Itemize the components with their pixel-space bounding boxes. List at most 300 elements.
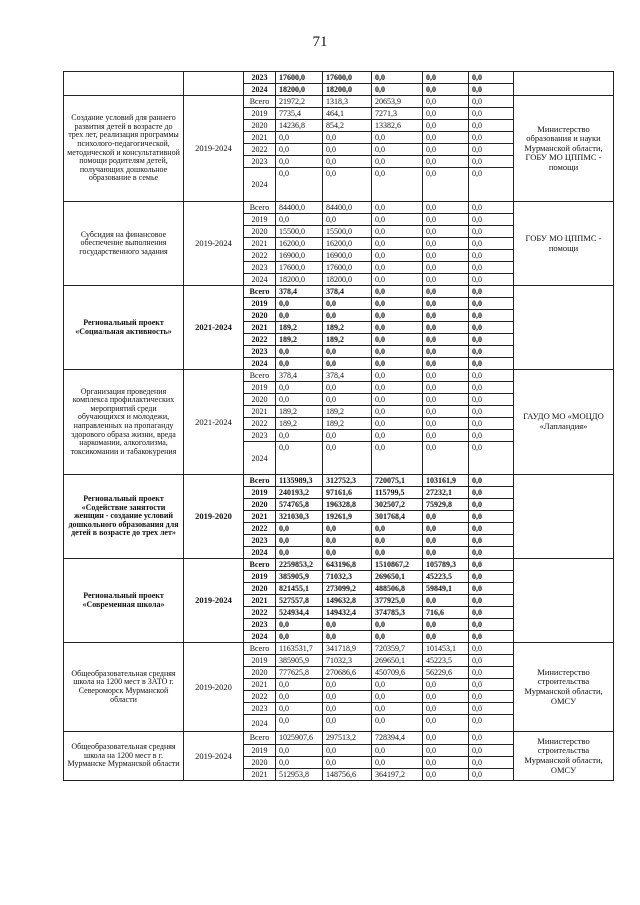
value-cell-total: 1135989,3: [276, 475, 323, 487]
value-cell-total: 18200,0: [276, 84, 323, 96]
value-cell-federal: 196328,8: [323, 499, 372, 511]
responsible-text: Министерство строительства Мурманской области, ОМСУ: [524, 666, 603, 706]
value-cell-extra: 0,0: [469, 274, 514, 286]
value-cell-regional: 450709,6: [372, 667, 423, 679]
section-period: 2021-2024: [184, 286, 244, 370]
value-cell-extra: 0,0: [469, 745, 514, 757]
value-cell-federal: 0,0: [323, 535, 372, 547]
value-cell-federal: 189,2: [323, 418, 372, 430]
value-cell-federal: 18200,0: [323, 84, 372, 96]
table-row: [64, 96, 614, 108]
section-description: Общеобразовательная средняя школа на 1200 мест в г. Мурманске Мурманской области: [64, 732, 184, 781]
value-cell-total: 15500,0: [276, 226, 323, 238]
year-cell: 2022: [244, 418, 276, 430]
section-description: Организация проведения комплекса профилактических мероприятий среди обучающихся и молодежи, направленных на пропаганду здорового образа жизни, вреда наркомании, алкоголизма, токсикомании и табакокурения: [64, 370, 184, 475]
value-cell-regional: 20653,9: [372, 96, 423, 108]
value-cell-total: 0,0: [276, 631, 323, 643]
value-cell-local: 0,0: [423, 310, 469, 322]
year-cell: 2019: [244, 382, 276, 394]
section-period: 2019-2024: [184, 732, 244, 781]
value-cell-total: 0,0: [276, 346, 323, 358]
value-cell-total: 0,0: [276, 757, 323, 769]
value-cell-federal: 16900,0: [323, 250, 372, 262]
value-cell-federal: 0,0: [323, 757, 372, 769]
page-number: 71: [312, 34, 328, 50]
value-cell-total: 0,0: [276, 168, 323, 202]
value-cell-total: 0,0: [276, 703, 323, 715]
value-cell-total: 0,0: [276, 745, 323, 757]
value-cell-regional: 269650,1: [372, 571, 423, 583]
value-cell-total: 527557,8: [276, 595, 323, 607]
year-cell: 2024: [244, 547, 276, 559]
value-cell-extra: 0,0: [469, 511, 514, 523]
value-cell-local: 0,0: [423, 298, 469, 310]
value-cell-extra: 0,0: [469, 667, 514, 679]
year-cell: 2022: [244, 250, 276, 262]
value-cell-extra: 0,0: [469, 226, 514, 238]
value-cell-federal: 0,0: [323, 346, 372, 358]
value-cell-total: 1163531,7: [276, 643, 323, 655]
value-cell-regional: 0,0: [372, 619, 423, 631]
value-cell-regional: 0,0: [372, 394, 423, 406]
value-cell-regional: 115799,5: [372, 487, 423, 499]
value-cell-total: 777625,8: [276, 667, 323, 679]
section-period: 2019-2024: [184, 559, 244, 643]
value-cell-local: 0,0: [423, 156, 469, 168]
value-cell-local: 0,0: [423, 769, 469, 781]
value-cell-federal: 18200,0: [323, 274, 372, 286]
value-cell-extra: 0,0: [469, 655, 514, 667]
value-cell-total: 0,0: [276, 691, 323, 703]
value-cell-federal: 0,0: [323, 745, 372, 757]
value-cell-federal: 16200,0: [323, 238, 372, 250]
table-row: [64, 370, 614, 382]
value-cell-extra: 0,0: [469, 430, 514, 442]
section-description: Региональный проект «Социальная активность»: [64, 286, 184, 370]
value-cell-extra: 0,0: [469, 286, 514, 298]
value-cell-regional: 269650,1: [372, 655, 423, 667]
value-cell-local: 0,0: [423, 238, 469, 250]
year-cell: 2019: [244, 655, 276, 667]
value-cell-total: 189,2: [276, 406, 323, 418]
value-cell-federal: 0,0: [323, 382, 372, 394]
value-cell-extra: 0,0: [469, 238, 514, 250]
value-cell-local: 0,0: [423, 358, 469, 370]
value-cell-extra: 0,0: [469, 595, 514, 607]
value-cell-federal: 0,0: [323, 523, 372, 535]
value-cell-regional: 0,0: [372, 442, 423, 475]
section-description: Региональный проект «Содействие занятости женщин - создание условий дошкольного образования для детей в возрасте до трех лет»: [64, 475, 184, 559]
budget-table: [63, 71, 614, 781]
value-cell-regional: 720359,7: [372, 643, 423, 655]
value-cell-local: 0,0: [423, 523, 469, 535]
year-cell: Всего: [244, 475, 276, 487]
year-cell: 2019: [244, 108, 276, 120]
value-cell-total: 821455,1: [276, 583, 323, 595]
year-cell: 2023: [244, 619, 276, 631]
section-responsible: [514, 643, 614, 732]
value-cell-extra: 0,0: [469, 202, 514, 214]
section-responsible: [514, 96, 614, 202]
value-cell-extra: 0,0: [469, 703, 514, 715]
year-cell: 2021: [244, 322, 276, 334]
year-cell: 2022: [244, 523, 276, 535]
value-cell-federal: 273099,2: [323, 583, 372, 595]
value-cell-federal: 17600,0: [323, 262, 372, 274]
value-cell-regional: 374785,3: [372, 607, 423, 619]
year-cell: 2023: [244, 72, 276, 84]
value-cell-federal: 149632,8: [323, 595, 372, 607]
value-cell-regional: 0,0: [372, 679, 423, 691]
value-cell-total: 0,0: [276, 442, 323, 475]
year-cell: 2019: [244, 487, 276, 499]
value-cell-total: 16900,0: [276, 250, 323, 262]
value-cell-federal: 0,0: [323, 703, 372, 715]
section-period: 2019-2024: [184, 96, 244, 202]
value-cell-federal: 0,0: [323, 631, 372, 643]
value-cell-extra: 0,0: [469, 298, 514, 310]
year-cell: Всего: [244, 202, 276, 214]
value-cell-local: 0,0: [423, 346, 469, 358]
year-cell: Всего: [244, 732, 276, 745]
value-cell-local: 45223,5: [423, 655, 469, 667]
value-cell-regional: 0,0: [372, 238, 423, 250]
value-cell-extra: 0,0: [469, 547, 514, 559]
year-cell: 2021: [244, 132, 276, 144]
value-cell-federal: 0,0: [323, 310, 372, 322]
year-cell: 2024: [244, 84, 276, 96]
value-cell-federal: 341718,9: [323, 643, 372, 655]
section-period: 2019-2024: [184, 202, 244, 286]
value-cell-extra: 0,0: [469, 499, 514, 511]
value-cell-total: 0,0: [276, 382, 323, 394]
value-cell-total: 512953,8: [276, 769, 323, 781]
value-cell-regional: 377925,0: [372, 595, 423, 607]
value-cell-regional: 0,0: [372, 132, 423, 144]
section-responsible: [514, 286, 614, 370]
value-cell-total: 189,2: [276, 322, 323, 334]
value-cell-local: 105789,3: [423, 559, 469, 571]
value-cell-regional: 0,0: [372, 757, 423, 769]
value-cell-federal: 0,0: [323, 132, 372, 144]
value-cell-regional: 0,0: [372, 346, 423, 358]
value-cell-regional: 0,0: [372, 262, 423, 274]
year-cell: 2024: [244, 274, 276, 286]
value-cell-total: 1025907,6: [276, 732, 323, 745]
value-cell-extra: 0,0: [469, 96, 514, 108]
value-cell-federal: 0,0: [323, 214, 372, 226]
value-cell-local: 0,0: [423, 619, 469, 631]
value-cell-regional: 0,0: [372, 334, 423, 346]
value-cell-local: 0,0: [423, 108, 469, 120]
value-cell-local: 27232,1: [423, 487, 469, 499]
value-cell-extra: 0,0: [469, 607, 514, 619]
year-cell: 2020: [244, 120, 276, 132]
value-cell-local: 59849,1: [423, 583, 469, 595]
value-cell-regional: 0,0: [372, 274, 423, 286]
year-cell: 2023: [244, 430, 276, 442]
year-cell: 2021: [244, 769, 276, 781]
value-cell-total: 0,0: [276, 619, 323, 631]
value-cell-regional: 0,0: [372, 382, 423, 394]
value-cell-extra: 0,0: [469, 643, 514, 655]
year-cell: 2021: [244, 406, 276, 418]
year-cell: 2021: [244, 511, 276, 523]
section-description: Региональный проект «Современная школа»: [64, 559, 184, 643]
value-cell-local: 0,0: [423, 511, 469, 523]
value-cell-total: 0,0: [276, 523, 323, 535]
responsible-text: Министерство строительства Мурманской области, ОМСУ: [524, 735, 603, 775]
value-cell-local: 0,0: [423, 96, 469, 108]
value-cell-regional: 0,0: [372, 703, 423, 715]
year-cell: 2020: [244, 667, 276, 679]
value-cell-federal: 643196,8: [323, 559, 372, 571]
value-cell-total: 0,0: [276, 535, 323, 547]
value-cell-extra: 0,0: [469, 72, 514, 84]
value-cell-extra: 0,0: [469, 214, 514, 226]
value-cell-extra: 0,0: [469, 156, 514, 168]
value-cell-extra: 0,0: [469, 631, 514, 643]
value-cell-regional: 0,0: [372, 72, 423, 84]
value-cell-federal: 84400,0: [323, 202, 372, 214]
year-cell: 2020: [244, 310, 276, 322]
value-cell-total: 0,0: [276, 310, 323, 322]
value-cell-local: 56229,6: [423, 667, 469, 679]
value-cell-regional: 0,0: [372, 691, 423, 703]
value-cell-extra: 0,0: [469, 523, 514, 535]
value-cell-local: 103161,9: [423, 475, 469, 487]
value-cell-local: 0,0: [423, 120, 469, 132]
table-row: [64, 286, 614, 298]
value-cell-total: 21972,2: [276, 96, 323, 108]
value-cell-local: 0,0: [423, 382, 469, 394]
value-cell-regional: 364197,2: [372, 769, 423, 781]
value-cell-extra: 0,0: [469, 168, 514, 202]
year-cell: 2020: [244, 757, 276, 769]
value-cell-local: 45223,5: [423, 571, 469, 583]
table-row: [64, 202, 614, 214]
value-cell-regional: 301768,4: [372, 511, 423, 523]
value-cell-federal: 378,4: [323, 286, 372, 298]
value-cell-total: 0,0: [276, 430, 323, 442]
section-description: [64, 72, 184, 96]
year-cell: 2022: [244, 334, 276, 346]
value-cell-total: 378,4: [276, 370, 323, 382]
year-cell: 2022: [244, 607, 276, 619]
value-cell-extra: 0,0: [469, 84, 514, 96]
value-cell-total: 385905,9: [276, 655, 323, 667]
value-cell-total: 18200,0: [276, 274, 323, 286]
value-cell-federal: 854,2: [323, 120, 372, 132]
value-cell-regional: 728394,4: [372, 732, 423, 745]
value-cell-federal: 189,2: [323, 406, 372, 418]
value-cell-federal: 149432,4: [323, 607, 372, 619]
value-cell-extra: 0,0: [469, 487, 514, 499]
value-cell-extra: 0,0: [469, 394, 514, 406]
value-cell-local: 75929,8: [423, 499, 469, 511]
value-cell-total: 189,2: [276, 418, 323, 430]
value-cell-federal: 97161,6: [323, 487, 372, 499]
section-description: Создание условий для раннего развития детей в возрасте до трех лет, реализация программы психолого-педагогической, методической и консультативной помощи родителям детей, получающих дошкольное образование в семье: [64, 96, 184, 202]
section-responsible: [514, 559, 614, 643]
value-cell-regional: 0,0: [372, 745, 423, 757]
value-cell-regional: 0,0: [372, 310, 423, 322]
section-period: 2019-2020: [184, 643, 244, 732]
value-cell-total: 524934,4: [276, 607, 323, 619]
value-cell-local: 0,0: [423, 334, 469, 346]
value-cell-local: 0,0: [423, 370, 469, 382]
value-cell-regional: 0,0: [372, 322, 423, 334]
year-cell: 2021: [244, 238, 276, 250]
value-cell-federal: 1318,3: [323, 96, 372, 108]
value-cell-total: 17600,0: [276, 262, 323, 274]
value-cell-local: 0,0: [423, 84, 469, 96]
value-cell-local: 0,0: [423, 745, 469, 757]
value-cell-federal: 0,0: [323, 715, 372, 732]
value-cell-local: 0,0: [423, 286, 469, 298]
value-cell-total: 17600,0: [276, 72, 323, 84]
value-cell-extra: 0,0: [469, 132, 514, 144]
year-cell: Всего: [244, 286, 276, 298]
value-cell-local: 0,0: [423, 168, 469, 202]
value-cell-extra: 0,0: [469, 691, 514, 703]
value-cell-regional: 0,0: [372, 406, 423, 418]
value-cell-federal: 0,0: [323, 442, 372, 475]
year-cell: 2024: [244, 442, 276, 475]
value-cell-regional: 7271,3: [372, 108, 423, 120]
value-cell-extra: 0,0: [469, 310, 514, 322]
value-cell-local: 0,0: [423, 274, 469, 286]
value-cell-regional: 0,0: [372, 214, 423, 226]
value-cell-federal: 0,0: [323, 430, 372, 442]
value-cell-extra: 0,0: [469, 250, 514, 262]
value-cell-federal: 312752,3: [323, 475, 372, 487]
value-cell-extra: 0,0: [469, 679, 514, 691]
year-cell: 2019: [244, 745, 276, 757]
value-cell-extra: 0,0: [469, 559, 514, 571]
section-description: Общеобразовательная средняя школа на 1200 мест в ЗАТО г. Североморск Мурманской области: [64, 643, 184, 732]
value-cell-extra: 0,0: [469, 769, 514, 781]
section-responsible: [514, 475, 614, 559]
value-cell-regional: 0,0: [372, 358, 423, 370]
value-cell-local: 0,0: [423, 418, 469, 430]
value-cell-extra: 0,0: [469, 442, 514, 475]
year-cell: 2019: [244, 214, 276, 226]
value-cell-local: 0,0: [423, 732, 469, 745]
value-cell-local: 0,0: [423, 547, 469, 559]
value-cell-federal: 0,0: [323, 547, 372, 559]
value-cell-regional: 13382,6: [372, 120, 423, 132]
section-period: 2021-2024: [184, 370, 244, 475]
value-cell-total: 0,0: [276, 132, 323, 144]
year-cell: 2020: [244, 226, 276, 238]
value-cell-total: 378,4: [276, 286, 323, 298]
value-cell-extra: 0,0: [469, 715, 514, 732]
value-cell-regional: 720075,1: [372, 475, 423, 487]
value-cell-extra: 0,0: [469, 346, 514, 358]
value-cell-federal: 189,2: [323, 334, 372, 346]
value-cell-local: 0,0: [423, 72, 469, 84]
value-cell-local: 0,0: [423, 691, 469, 703]
year-cell: 2020: [244, 394, 276, 406]
value-cell-regional: 0,0: [372, 168, 423, 202]
table-row: [64, 643, 614, 655]
value-cell-federal: 0,0: [323, 394, 372, 406]
value-cell-federal: 0,0: [323, 691, 372, 703]
value-cell-regional: 0,0: [372, 370, 423, 382]
value-cell-regional: 0,0: [372, 547, 423, 559]
value-cell-regional: 0,0: [372, 535, 423, 547]
value-cell-local: 0,0: [423, 679, 469, 691]
value-cell-regional: 0,0: [372, 202, 423, 214]
section-period: 2019-2020: [184, 475, 244, 559]
value-cell-local: 0,0: [423, 144, 469, 156]
year-cell: Всего: [244, 643, 276, 655]
year-cell: 2024: [244, 715, 276, 732]
year-cell: 2021: [244, 679, 276, 691]
value-cell-federal: 0,0: [323, 298, 372, 310]
value-cell-federal: 0,0: [323, 358, 372, 370]
table-row: [64, 72, 614, 84]
value-cell-local: 0,0: [423, 715, 469, 732]
value-cell-total: 0,0: [276, 298, 323, 310]
value-cell-extra: 0,0: [469, 382, 514, 394]
value-cell-extra: 0,0: [469, 262, 514, 274]
section-responsible: [514, 370, 614, 475]
year-cell: 2019: [244, 298, 276, 310]
value-cell-local: 0,0: [423, 631, 469, 643]
value-cell-federal: 0,0: [323, 144, 372, 156]
value-cell-total: 0,0: [276, 547, 323, 559]
table-row: [64, 559, 614, 571]
year-cell: 2024: [244, 168, 276, 202]
value-cell-extra: 0,0: [469, 370, 514, 382]
value-cell-regional: 0,0: [372, 715, 423, 732]
value-cell-extra: 0,0: [469, 619, 514, 631]
value-cell-extra: 0,0: [469, 535, 514, 547]
section-description: Субсидия на финансовое обеспечение выполнения государственного задания: [64, 202, 184, 286]
year-cell: 2023: [244, 535, 276, 547]
year-cell: Всего: [244, 96, 276, 108]
value-cell-federal: 0,0: [323, 168, 372, 202]
year-cell: 2021: [244, 595, 276, 607]
value-cell-total: 0,0: [276, 358, 323, 370]
value-cell-federal: 148756,6: [323, 769, 372, 781]
value-cell-regional: 488506,8: [372, 583, 423, 595]
value-cell-extra: 0,0: [469, 571, 514, 583]
year-cell: 2022: [244, 691, 276, 703]
value-cell-total: 385905,9: [276, 571, 323, 583]
year-cell: Всего: [244, 370, 276, 382]
value-cell-federal: 15500,0: [323, 226, 372, 238]
value-cell-local: 0,0: [423, 322, 469, 334]
year-cell: 2022: [244, 144, 276, 156]
value-cell-local: 101453,1: [423, 643, 469, 655]
value-cell-extra: 0,0: [469, 322, 514, 334]
year-cell: 2023: [244, 262, 276, 274]
year-cell: 2019: [244, 571, 276, 583]
value-cell-total: 0,0: [276, 679, 323, 691]
value-cell-federal: 378,4: [323, 370, 372, 382]
value-cell-regional: 0,0: [372, 418, 423, 430]
value-cell-local: 0,0: [423, 262, 469, 274]
value-cell-regional: 302507,2: [372, 499, 423, 511]
value-cell-local: 0,0: [423, 595, 469, 607]
value-cell-federal: 270686,6: [323, 667, 372, 679]
value-cell-federal: 0,0: [323, 679, 372, 691]
value-cell-total: 84400,0: [276, 202, 323, 214]
value-cell-total: 14236,8: [276, 120, 323, 132]
